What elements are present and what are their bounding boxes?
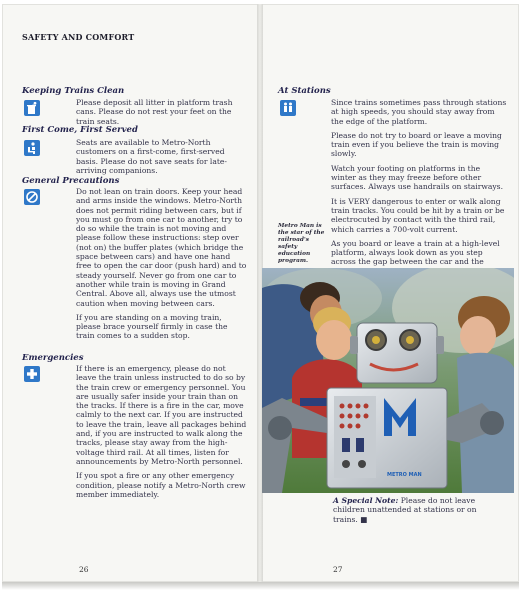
seat-icon: [24, 140, 40, 156]
section-title-general-precautions: General Precautions: [22, 176, 120, 186]
metro-man-photo: [262, 268, 514, 493]
people-icon: [280, 100, 296, 116]
paragraph: Watch your footing on platforms in the winter as they may freeze before other surfaces. Always use handrails on stairways.: [331, 163, 503, 192]
photo-caption: Metro Man is the star of the railroad's safety education program.: [278, 223, 325, 264]
section-body-general-precautions: [76, 187, 248, 346]
paragraph: If you spot a fire or any other emergency condition, please notify a Metro-North crew member immediately.: [76, 471, 246, 499]
section-title-first-come: First Come, First Served: [22, 125, 138, 135]
page-shadow: [2, 582, 519, 590]
special-note: [333, 496, 503, 524]
paragraph: If you are standing on a moving train, please brace yourself firmly in case the train comes to a sudden stop.: [76, 312, 228, 341]
paragraph: Please do not try to board or leave a moving train even if you believe the train is moving slowly.: [331, 130, 502, 159]
section-title-keeping-trains-clean: Keeping Trains Clean: [22, 86, 125, 96]
paragraph: It is VERY dangerous to enter or walk along train tracks. You could be hit by a train or be electrocuted by contact with the third rail, which carries a 700-volt current.: [331, 196, 505, 234]
section-body-emergencies: [76, 364, 248, 504]
trash-can-icon: [24, 100, 40, 116]
special-note-text: Please do not leave children unattended at stations or on trains. ■: [333, 496, 477, 524]
special-note-lead: A Special Note:: [333, 496, 399, 505]
section-body-first-come: [76, 138, 248, 180]
robot-label: METRO MAN: [387, 472, 422, 478]
page-header: SAFETY AND COMFORT: [22, 32, 135, 42]
paragraph: Do not lean on train doors. Keep your head and arms inside the windows. Metro-North does not permit riding between cars, but if you must go from one car to another, try to do so while the train is not moving and please follow these instructions: step over (not on) the buffer plates (which bridge the space between cars) and have one hand free to open the car door (push hard) and to steady yourself. Never go from one car to another while train is moving in Grand Central. Above all, always use the utmost caution when moving between cars.: [76, 187, 247, 308]
section-body-at-stations: [331, 98, 507, 281]
no-entry-icon: [24, 189, 40, 205]
page-number-left: 26: [79, 565, 89, 574]
paragraph: Seats are available to Metro-North customers on a first-come, first-served basis. Please do not save seats for late-arriving companions.: [76, 138, 227, 175]
paragraph: If there is an emergency, please do not leave the train unless instructed to do so by the train crew or emergency personnel. You are usually safer inside your train than on the tracks. If there is a fire in the car, move calmly to the next car. If you are instructed to leave the train, leave all packages behind and, if you are instructed to walk along the tracks, please stay away from the high-voltage third rail. At all times, listen for announcements by Metro-North personnel.: [76, 364, 247, 466]
section-title-at-stations: At Stations: [278, 86, 331, 96]
page-number-right: 27: [333, 565, 343, 574]
first-aid-cross-icon: [24, 366, 40, 382]
section-title-emergencies: Emergencies: [22, 353, 84, 363]
paragraph: Since trains sometimes pass through stations at high speeds, you should stay away from the edge of the platform.: [331, 98, 507, 126]
paragraph: Please deposit all litter in platform trash cans. Please do not rest your feet on the train seats.: [76, 98, 233, 126]
paragraph: As you board or leave a train at a high-level platform, always look down as you step across the gap between the car and the: [331, 238, 500, 267]
